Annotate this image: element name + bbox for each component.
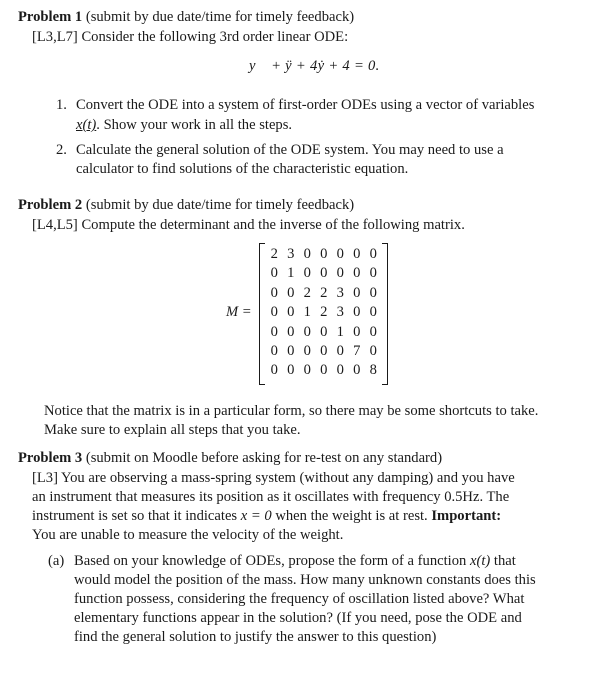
problem2-standards: [L4,L5] xyxy=(32,217,78,233)
matrix-cell: 0 xyxy=(353,265,361,282)
matrix-row xyxy=(266,284,382,303)
matrix-row xyxy=(266,361,382,380)
matrix-cell: 0 xyxy=(320,265,328,282)
problem3-text: [L3] You are observing a mass-spring system (without any damping) and you have xyxy=(32,470,515,486)
problem2-intro: [L4,L5] Compute the determinant and the inverse of the following matrix. xyxy=(32,217,465,233)
matrix-right-bracket xyxy=(382,243,388,385)
matrix-cell: 0 xyxy=(287,284,295,301)
notice-text: Notice that the matrix is in a particular form, so there may be some shortcuts to take. xyxy=(44,403,539,419)
matrix-cell: 3 xyxy=(336,304,344,321)
matrix-cell: 0 xyxy=(369,342,377,359)
problem1-header xyxy=(18,8,598,27)
problem3-text: an instrument that measures its position as it oscillates with frequency 0.5Hz. The xyxy=(32,489,510,505)
problem3-header xyxy=(18,449,598,468)
notice-text: Make sure to explain all steps that you take. xyxy=(44,422,301,438)
matrix-cell: 0 xyxy=(287,304,295,321)
matrix-row xyxy=(266,342,382,361)
matrix-cell: 1 xyxy=(303,304,311,321)
problem3-note: (submit on Moodle before asking for re-test on any standard) xyxy=(82,450,443,466)
matrix-cell: 0 xyxy=(270,362,278,379)
matrix-row xyxy=(266,323,382,342)
problem1-note: (submit by due date/time for timely feedback) xyxy=(82,9,355,25)
inline-equation: x = 0 xyxy=(240,508,272,524)
matrix-cell: 0 xyxy=(287,342,295,359)
important-label: Important: xyxy=(431,508,502,524)
matrix-cell: 2 xyxy=(320,284,328,301)
matrix-cell: 0 xyxy=(320,246,328,262)
matrix-cell: 0 xyxy=(270,304,278,321)
matrix-cell: 0 xyxy=(287,323,295,340)
matrix-cell: 2 xyxy=(270,246,278,262)
matrix-cell: 7 xyxy=(353,342,361,359)
matrix-cell: 8 xyxy=(369,362,377,379)
part-text: would model the position of the mass. How many unknown constants does this xyxy=(74,572,536,588)
matrix-cell: 0 xyxy=(320,342,328,359)
function-variable: x(t) xyxy=(469,553,491,569)
matrix-cell: 0 xyxy=(353,304,361,321)
matrix-cell: 0 xyxy=(270,323,278,340)
matrix-cell: 0 xyxy=(270,342,278,359)
part-text: find the general solution to justify the answer to this question) xyxy=(74,629,437,645)
vector-variable: x(t) xyxy=(76,117,97,133)
matrix-cell: 0 xyxy=(369,323,377,340)
matrix-cell: 0 xyxy=(287,362,295,379)
problem2-header xyxy=(18,196,598,215)
part-text: function possess, considering the frequency of oscillation listed above? What xyxy=(74,591,525,607)
matrix-cell: 2 xyxy=(320,304,328,321)
matrix-cell: 0 xyxy=(336,362,344,379)
matrix-cell: 0 xyxy=(320,362,328,379)
problem1-standards: [L3,L7] xyxy=(32,29,78,45)
problem3-text: You are unable to measure the velocity of the weight. xyxy=(32,527,344,543)
matrix-cell: 0 xyxy=(336,342,344,359)
item-text: Calculate the general solution of the ODE system. You may need to use a xyxy=(76,142,504,158)
matrix-cell: 2 xyxy=(303,284,311,301)
matrix-left-bracket xyxy=(259,243,265,385)
item-number: 1. xyxy=(56,97,67,113)
matrix-cell: 3 xyxy=(336,284,344,301)
matrix-label: M = xyxy=(226,304,252,320)
item-text: x(t). Show your work in all the steps. xyxy=(76,117,293,133)
item-text: calculator to find solutions of the characteristic equation. xyxy=(76,161,409,177)
item-number: 2. xyxy=(56,142,67,158)
matrix-cell: 3 xyxy=(287,246,295,262)
matrix-cell: 0 xyxy=(353,246,361,262)
part-text: Based on your knowledge of ODEs, propose the form of a function x(t) that xyxy=(74,553,516,569)
item-text: Convert the ODE into a system of first-order ODEs using a vector of variables xyxy=(76,97,535,113)
matrix-cell: 0 xyxy=(320,323,328,340)
matrix-cell: 0 xyxy=(369,265,377,282)
problem1-intro: [L3,L7] Consider the following 3rd order linear ODE: xyxy=(32,29,349,45)
matrix-cell: 0 xyxy=(303,362,311,379)
problem1-title: Problem 1 xyxy=(18,9,83,25)
problem2-title: Problem 2 xyxy=(18,197,83,213)
problem3-title: Problem 3 xyxy=(18,450,83,466)
matrix-cell: 0 xyxy=(336,246,344,262)
matrix-grid xyxy=(266,245,382,381)
matrix-cell: 0 xyxy=(369,304,377,321)
problem2-note: (submit by due date/time for timely feedback) xyxy=(82,197,355,213)
matrix-row xyxy=(266,303,382,322)
matrix-row xyxy=(266,245,382,264)
matrix-cell: 0 xyxy=(353,284,361,301)
part-text: elementary functions appear in the solution? (If you need, pose the ODE and xyxy=(74,610,522,626)
problem3-standards: [L3] xyxy=(32,470,58,486)
matrix-cell: 0 xyxy=(303,342,311,359)
matrix-cell: 0 xyxy=(353,323,361,340)
matrix-cell: 0 xyxy=(303,323,311,340)
matrix-cell: 1 xyxy=(336,323,344,340)
problem1-equation: y⃛ + ÿ + 4ẏ + 4 = 0. xyxy=(249,58,380,74)
matrix-cell: 0 xyxy=(270,265,278,282)
matrix-cell: 0 xyxy=(303,265,311,282)
matrix-cell: 0 xyxy=(270,284,278,301)
matrix-cell: 0 xyxy=(303,246,311,262)
matrix-cell: 1 xyxy=(287,265,295,282)
matrix-row xyxy=(266,264,382,283)
part-label: (a) xyxy=(48,553,65,569)
matrix-cell: 0 xyxy=(369,246,377,262)
matrix-cell: 0 xyxy=(369,284,377,301)
problem3-text: instrument is set so that it indicates x = 0 when the weight is at rest. Important: xyxy=(32,508,502,524)
matrix-cell: 0 xyxy=(336,265,344,282)
matrix-cell: 0 xyxy=(353,362,361,379)
